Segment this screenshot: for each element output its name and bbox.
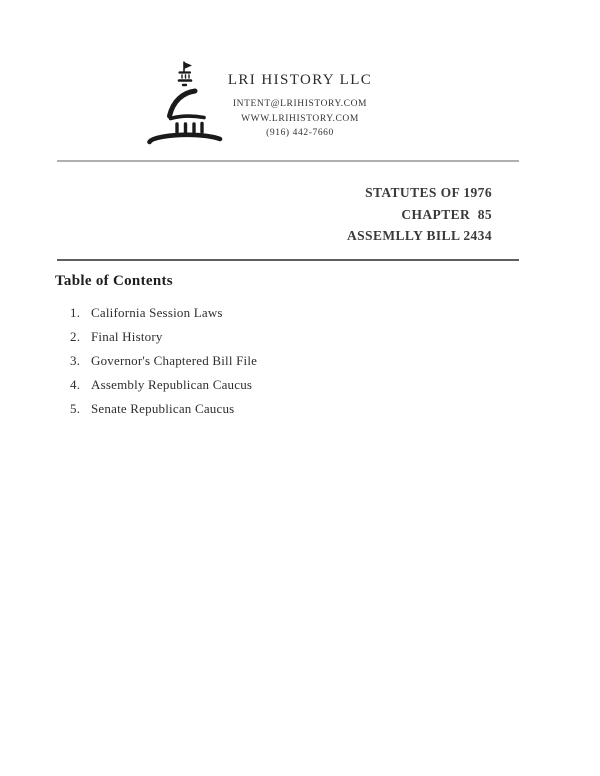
toc-item <box>70 349 257 373</box>
letterhead <box>150 70 450 141</box>
toc-item-number: 3. <box>70 353 81 368</box>
toc-item <box>70 397 257 421</box>
toc-item-label: Senate Republican Caucus <box>91 401 235 416</box>
toc-item-label: Governor's Chaptered Bill File <box>91 353 258 368</box>
assembly-bill-line: ASSEMLLY BILL 2434 <box>346 228 492 243</box>
company-name: LRI HISTORY LLC <box>227 72 373 88</box>
toc-item-number: 2. <box>70 329 81 344</box>
toc-heading: Table of Contents <box>55 273 173 289</box>
company-website: WWW.LRIHISTORY.COM <box>241 113 359 124</box>
toc-item <box>70 373 257 397</box>
company-email: INTENT@LRIHISTORY.COM <box>232 99 368 109</box>
divider-bottom <box>57 259 519 261</box>
toc-item <box>70 301 257 325</box>
statutes-line: STATUTES OF 1976 <box>365 185 492 200</box>
toc-item-label: Assembly Republican Caucus <box>91 377 253 392</box>
toc-item-label: California Session Laws <box>91 305 223 320</box>
toc-list <box>70 301 257 421</box>
chapter-line: CHAPTER 85 <box>401 206 492 222</box>
toc-item-number: 5. <box>70 401 81 416</box>
toc-item <box>70 325 257 349</box>
company-phone: (916) 442-7660 <box>266 128 334 138</box>
toc-item-number: 4. <box>70 377 81 392</box>
divider-top <box>57 160 519 162</box>
statute-reference <box>347 182 492 247</box>
toc-item-number: 1. <box>70 305 81 320</box>
toc-item-label: Final History <box>91 329 163 344</box>
